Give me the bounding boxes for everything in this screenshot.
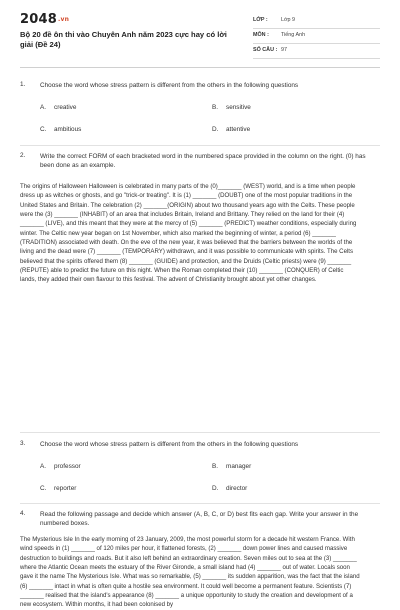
site-logo[interactable] xyxy=(20,12,69,27)
option-a[interactable] xyxy=(40,463,81,470)
option-text: attentive xyxy=(226,126,251,133)
logo-text: 2048 xyxy=(20,12,57,27)
meta-key: LỚP : xyxy=(253,17,268,23)
reading-passage: The Mysterious Isle In the early morning of 23 January, 2009, the most powerful storm for a decade hit western France. With wind speeds in (1) _______ of 120 miles per hour, it flattened forests, (2) _______ down power lines and caused massive destruction to buildings and roads. But it also left behind an extraordinary creation. Seven miles out to sea at the (3) _______ where the Atlantic Ocean meets the estuary of the River Gironde, a small island had (4) _______ out of water. Locals soon gave it the name The Mysterious Isle. What was so remarkable, (5) _______ its sudden apparition, was the fact that the island (6) _______ intact in what is often quite a hostile sea environment. It could well become a permanent feature. Scientists (7) _______ realised that the island's appearance (8) _______ a unique opportunity to study the creation and development of a new ecosystem. Within months, it had been colonised by xyxy=(20,536,360,609)
meta-key: SỐ CÂU : xyxy=(253,47,278,53)
option-d[interactable] xyxy=(212,485,247,492)
option-label: A. xyxy=(40,463,47,470)
option-label: C. xyxy=(40,485,47,492)
question-number: 1. xyxy=(20,81,26,88)
document-header xyxy=(20,12,380,62)
option-text: sensitive xyxy=(226,104,251,111)
option-text: creative xyxy=(54,104,77,111)
option-label: D. xyxy=(212,126,219,133)
meta-value: Lớp 9 xyxy=(281,17,296,23)
option-text: director xyxy=(226,485,248,492)
option-label: C. xyxy=(40,126,47,133)
meta-row-count xyxy=(253,44,380,59)
meta-key: MÔN : xyxy=(253,32,269,38)
question-text: Choose the word whose stress pattern is different from the others in the following questions xyxy=(40,441,299,448)
option-d[interactable] xyxy=(212,126,250,133)
logo-suffix: .vn xyxy=(57,16,70,23)
reading-passage: The origins of Halloween Halloween is celebrated in many parts of the (0)_______ (WEST) world, and is a time when people dress up as witches or ghosts, and go "trick-or treating". It is (1) _______ (DOUBT) one of the most popular traditions in the United States and Britain. The celebration (2) _______(ORIGIN) about two thousand years ago with the Celts. These people were the (3) _______ (INHABIT) of an area that includes Britain, Ireland and Brittany. They relied on the land for their (4) _______ (LIVE), and this meant that they were at the mercy of (5) _______ (PREDICT) weather conditions, especially during winter. The Celtic new year began on 1st November, which also marked the beginning of winter, a period (6) _______ (TRADITION) associated with death. On the eve of the new year, it was believed that the barriers between the worlds of the living and the dead were (7) _______ (TEMPORARY) withdrawn, and it was possible to communicate with spirits. The Celts believed that the spirits offered them (8) _______ (GUIDE) and protection, and the Druids (Celtic priests) were (9) _______ (REPUTE) able to predict the future on this night. When the Roman completed their (10) _______ (CONQUER) of Celtic lands, they added their own flavour to this festival. The advent of Christianity brought about yet other changes. xyxy=(20,183,357,284)
question-text: Read the following passage and decide which answer (A, B, C, or D) best fits each gap. Write your answer in the numbered boxes. xyxy=(40,511,359,528)
option-text: ambitious xyxy=(54,126,82,133)
question-divider xyxy=(20,432,380,433)
meta-value: Tiếng Anh xyxy=(281,32,306,38)
option-b[interactable] xyxy=(212,463,251,470)
option-label: B. xyxy=(212,463,219,470)
option-text: manager xyxy=(226,463,252,470)
option-c[interactable] xyxy=(40,485,76,492)
question-text: Write the correct FORM of each bracketed word in the numbered space provided in the column on the right. (0) has been done as an example. xyxy=(40,153,366,170)
meta-row-class xyxy=(253,14,380,29)
document-meta xyxy=(253,14,380,59)
option-a[interactable] xyxy=(40,104,76,111)
option-text: professor xyxy=(54,463,81,470)
meta-row-subject xyxy=(253,29,380,44)
meta-value: 97 xyxy=(281,47,287,53)
option-b[interactable] xyxy=(212,104,251,111)
option-label: B. xyxy=(212,104,219,111)
question-divider xyxy=(20,503,380,504)
question-number: 3. xyxy=(20,440,26,447)
option-c[interactable] xyxy=(40,126,81,133)
header-divider xyxy=(20,67,380,68)
option-label: A. xyxy=(40,104,47,111)
question-divider xyxy=(20,145,380,146)
option-label: D. xyxy=(212,485,219,492)
option-text: reporter xyxy=(54,485,77,492)
question-number: 4. xyxy=(20,510,26,517)
question-number: 2. xyxy=(20,152,26,159)
document-title: Bộ 20 đề ôn thi vào Chuyên Anh năm 2023 cực hay có lời giải (Đề 24) xyxy=(20,30,227,49)
question-text: Choose the word whose stress pattern is different from the others in the following questions xyxy=(40,82,299,89)
